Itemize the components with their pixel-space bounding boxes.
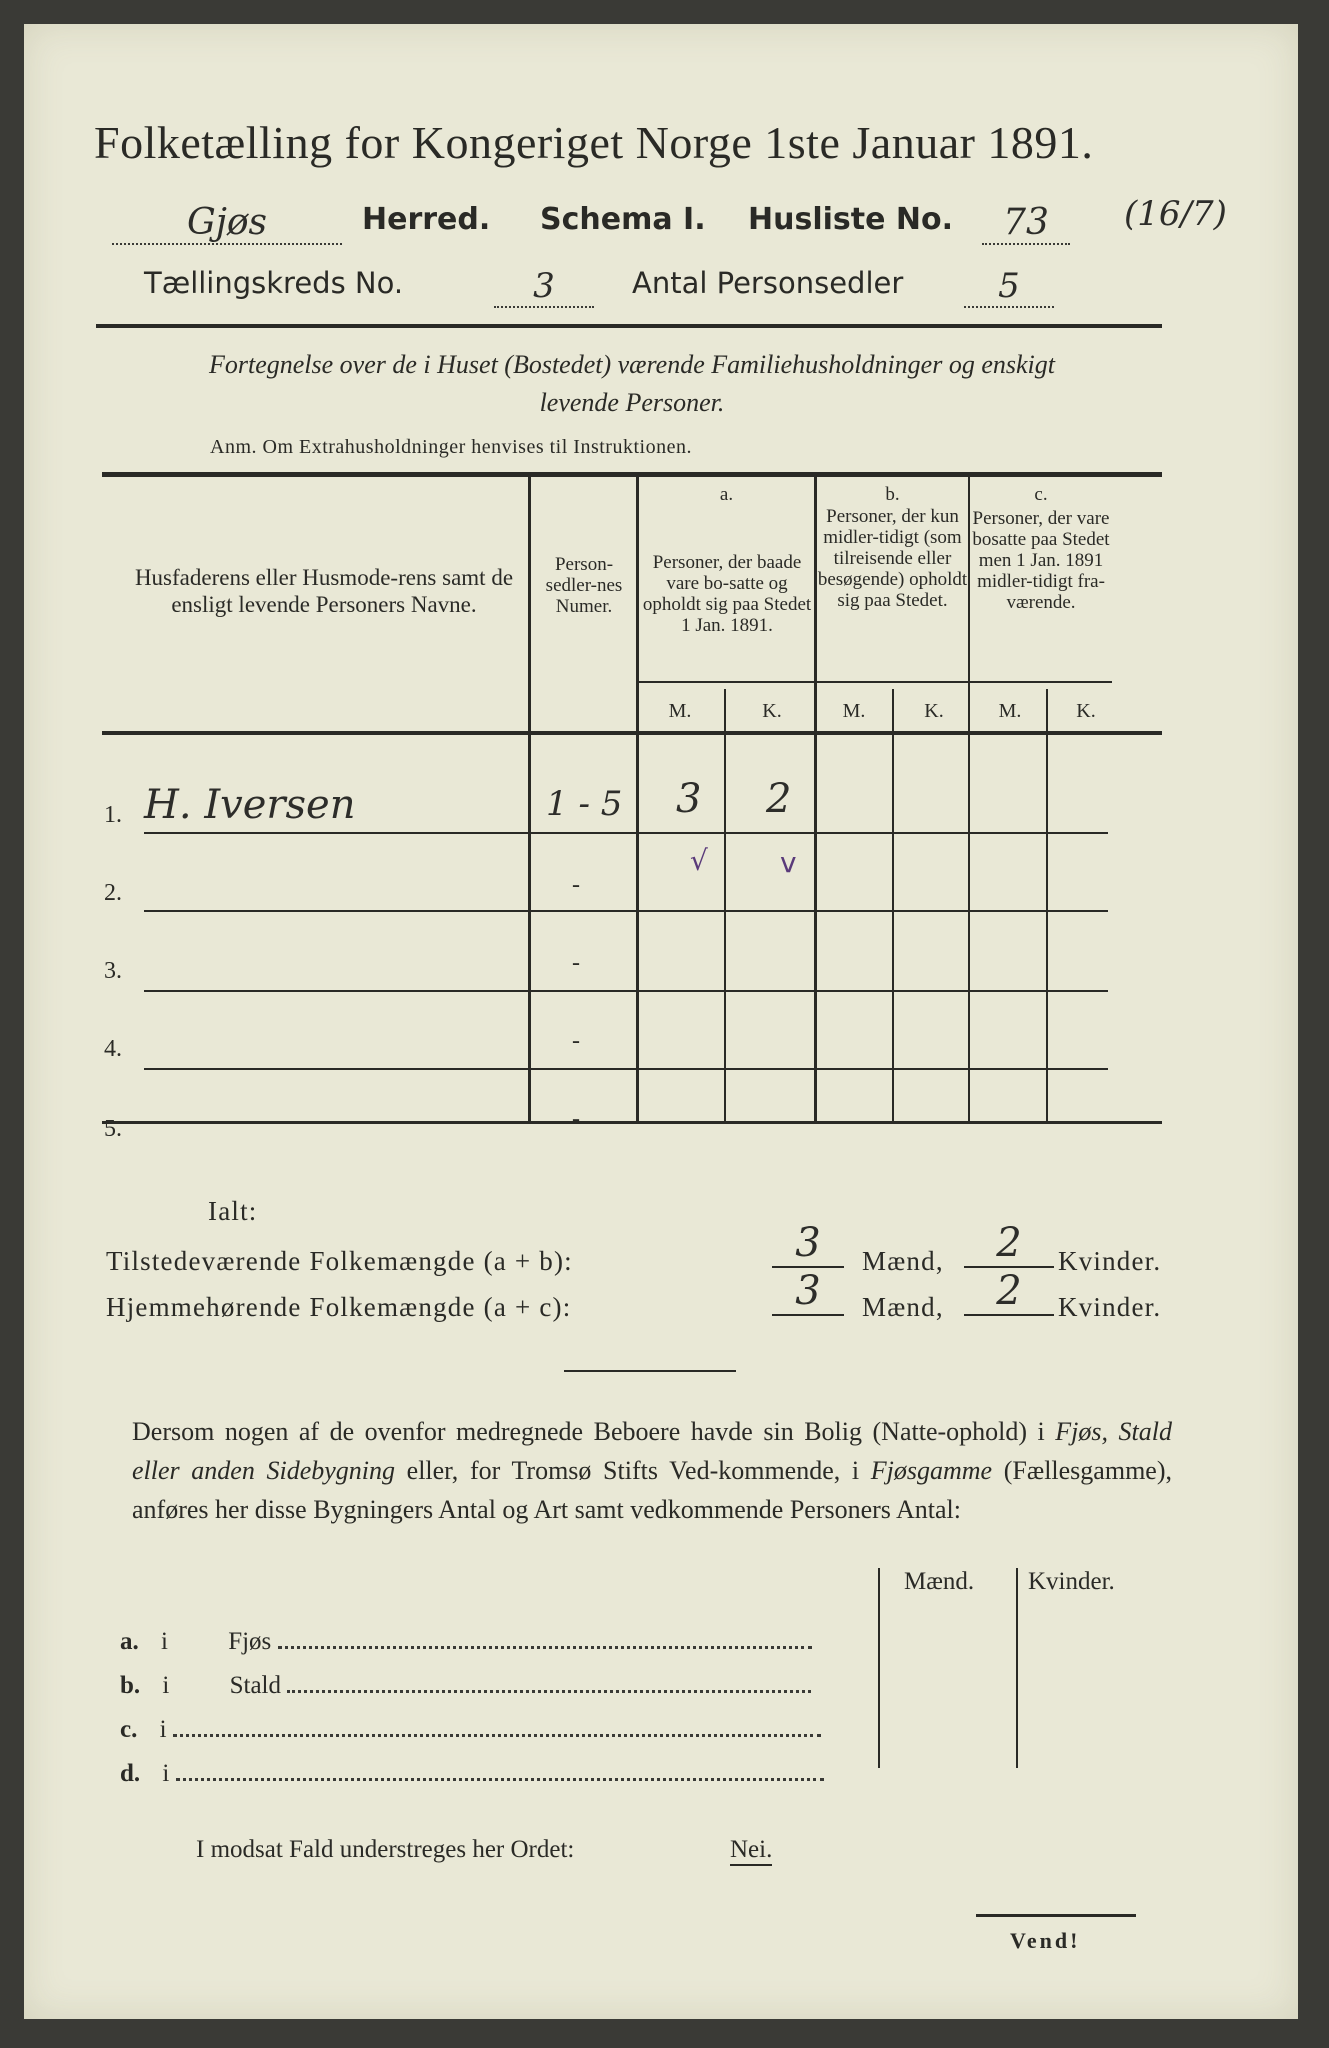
husliste-label: Husliste No. — [748, 202, 953, 237]
hjemme-kvinder: Kvinder. — [1058, 1292, 1162, 1322]
bld-row-b-letter: b. — [120, 1672, 141, 1699]
col-divider-b-mk — [892, 689, 894, 1121]
b-m-label: M. — [842, 700, 866, 722]
kreds-label: Tællingskreds No. — [144, 266, 404, 300]
tilstede-maend: Mænd, — [862, 1246, 944, 1276]
bld-row-c-i: i — [159, 1716, 167, 1743]
c-m-label: M. — [998, 700, 1022, 722]
para-part-1: Dersom nogen af de ovenfor medregnede Beboere havde sin Bolig (Natte-ophold) i — [132, 1417, 1056, 1446]
header-a: Personer, der baade vare bo-satte og opholdt sig paa Stedet 1 Jan. 1891. — [642, 552, 812, 636]
col-divider-c-mk — [1046, 689, 1048, 1121]
header-b: Personer, der kun midler-tidigt (som tilreisende eller besøgende) opholdt sig paa Stedet. — [817, 506, 968, 611]
form-title: Folketælling for Kongeriget Norge 1ste Januar 1891. — [94, 117, 1094, 168]
intro-heading — [102, 346, 1162, 422]
bld-row-a-dots — [278, 1646, 812, 1649]
row-2-number: 2. — [104, 880, 122, 906]
row-2-rule — [144, 910, 1108, 912]
col-divider-name — [528, 476, 531, 1121]
col-divider-numer — [636, 476, 639, 1121]
b-k-label: K. — [924, 700, 944, 722]
header-rule — [96, 324, 1162, 328]
hjemme-maend: Mænd, — [862, 1292, 944, 1322]
row-1-rule — [144, 832, 1108, 834]
tilstede-label: Tilstedeværende Folkemængde (a + b): — [106, 1246, 573, 1276]
row-3-rule — [144, 990, 1108, 992]
bld-row-d-dots — [176, 1778, 824, 1781]
header-names: Husfaderens eller Husmode-rens samt de ensligt levende Personers Navne. — [134, 565, 514, 617]
hjemme-m-value: 3 — [772, 1268, 844, 1316]
header-c-letter: c. — [1034, 484, 1048, 505]
bld-row-a — [120, 1628, 812, 1656]
tilstede-k-value: 2 — [964, 1220, 1054, 1268]
para-italic-2: Fjøsgamme — [870, 1456, 993, 1485]
herred-field — [112, 202, 342, 245]
herred-label: Herred. — [362, 202, 491, 237]
tilstede-kvinder: Kvinder. — [1058, 1246, 1162, 1276]
antal-label: Antal Personsedler — [632, 266, 904, 300]
bld-row-a-label: Fjøs — [228, 1628, 272, 1655]
hjemme-label: Hjemmehørende Folkemængde (a + c): — [106, 1292, 572, 1322]
row-1-numer: 1 - 5 — [546, 784, 623, 824]
bld-row-c-dots — [173, 1734, 821, 1737]
header-numer: Person-sedler-nes Numer. — [545, 554, 623, 617]
table-header-rule — [102, 731, 1162, 735]
a-k-label: K. — [762, 700, 782, 722]
row-1-a-m: 3 — [676, 776, 702, 822]
buildings-paragraph — [132, 1412, 1172, 1529]
col-divider-b — [968, 476, 970, 1121]
header-a-letter: a. — [719, 484, 734, 505]
bld-row-a-i: i — [161, 1628, 168, 1655]
anm-note: Anm. Om Extrahusholdninger henvises til Instruktionen. — [210, 436, 692, 458]
a-m-label: M. — [668, 700, 692, 722]
row-1-tick-k: v — [780, 846, 797, 879]
ialt-label: Ialt: — [208, 1196, 258, 1226]
para-italic-1: Fjøs, Stald eller anden Sidebygning — [132, 1417, 1172, 1485]
row-4-rule — [144, 1068, 1108, 1070]
vend-rule — [976, 1914, 1136, 1917]
row-5-numer: - — [572, 1106, 580, 1132]
row-4-number: 4. — [104, 1036, 122, 1062]
header-c: Personer, der vare bosatte paa Stedet men 1 Jan. 1891 midler-tidigt fra-værende. — [972, 508, 1110, 613]
bld-row-c — [120, 1716, 821, 1744]
row-2-numer: - — [572, 872, 580, 898]
modsat-text: I modsat Fald understreges her Ordet: — [196, 1836, 575, 1863]
bld-row-d-letter: d. — [120, 1760, 141, 1787]
bld-row-d — [120, 1760, 824, 1788]
summary-divider — [564, 1370, 736, 1372]
row-5-number: 5. — [104, 1116, 122, 1142]
bld-maend-header: Mænd. — [904, 1568, 975, 1595]
para-part-3: (Fællesgamme), anføres her disse Bygningers Antal og Art samt vedkommende Personers Antal: — [132, 1456, 1172, 1524]
bld-row-a-letter: a. — [120, 1628, 139, 1655]
table-top-rule — [102, 472, 1162, 477]
nei-word: Nei. — [730, 1836, 772, 1866]
herred-value: Gjøs — [112, 202, 342, 245]
vend-label: Vend! — [1010, 1928, 1081, 1953]
intro-heading-line1: Fortegnelse over de i Huset (Bostedet) værende Familiehusholdninger og enskigt — [208, 350, 1055, 379]
bld-kvinder-header: Kvinder. — [1028, 1568, 1115, 1595]
husliste-value: 73 — [982, 202, 1070, 245]
row-1-a-k: 2 — [766, 776, 792, 822]
row-3-number: 3. — [104, 958, 122, 984]
bld-col-divider-1 — [878, 1568, 880, 1768]
tilstede-m-value: 3 — [772, 1220, 844, 1268]
header-b-letter: b. — [885, 484, 900, 505]
row-1-tick-m: √ — [690, 844, 708, 877]
bld-col-divider-2 — [1016, 1568, 1018, 1768]
bld-row-b-i: i — [162, 1672, 170, 1699]
para-part-2: eller, for Tromsø Stifts Ved-kommende, i — [395, 1456, 871, 1485]
table-bottom-rule — [102, 1121, 1162, 1124]
mk-subheader-rule — [636, 681, 1112, 683]
bld-row-c-letter: c. — [120, 1716, 138, 1743]
col-divider-a-mk — [724, 689, 726, 1121]
c-k-label: K. — [1076, 700, 1096, 722]
row-1-name: H. Iversen — [144, 782, 356, 828]
kreds-value: 3 — [494, 266, 594, 308]
row-1-number: 1. — [104, 802, 122, 828]
bld-row-b-dots — [287, 1690, 811, 1693]
bld-row-b — [120, 1672, 811, 1700]
bld-row-b-label: Stald — [229, 1672, 282, 1699]
census-form-sheet — [24, 24, 1298, 2019]
bld-row-d-i: i — [162, 1760, 170, 1787]
margin-note: (16/7) — [1124, 194, 1227, 234]
intro-heading-line2: levende Personer. — [539, 388, 725, 417]
schema-label: Schema I. — [540, 202, 706, 237]
hjemme-k-value: 2 — [964, 1268, 1054, 1316]
row-4-numer: - — [572, 1028, 580, 1054]
row-3-numer: - — [572, 950, 580, 976]
antal-value: 5 — [964, 266, 1054, 308]
